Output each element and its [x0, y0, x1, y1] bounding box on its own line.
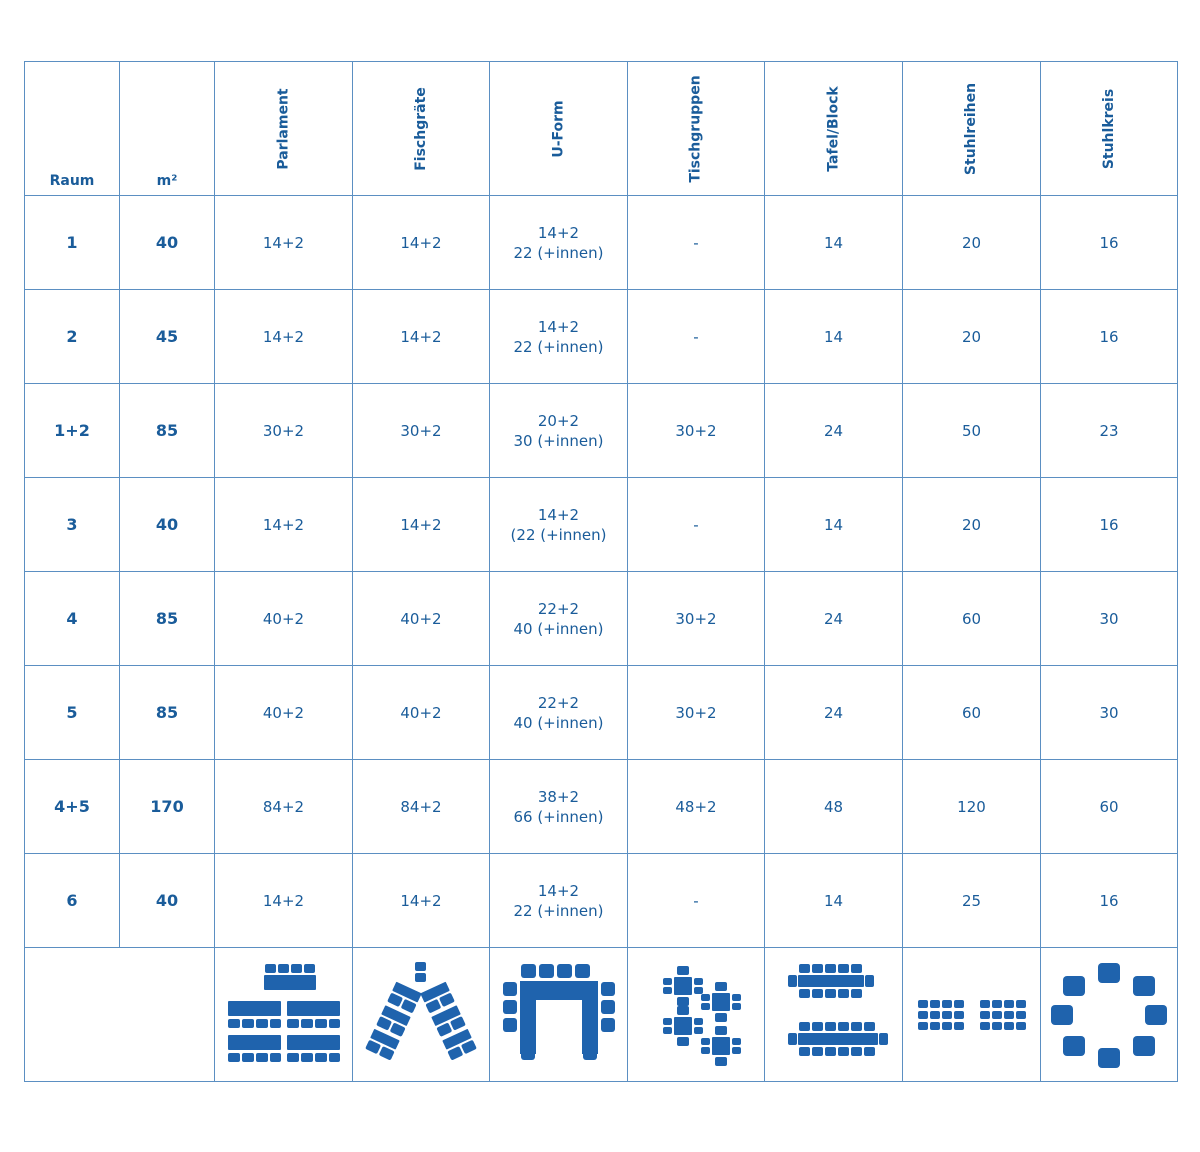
cell-tischgruppen: -: [628, 854, 765, 948]
cell-fischgraete: 40+2: [353, 666, 490, 760]
cell-stuhlreihen: 60: [903, 572, 1041, 666]
u-form-line-2: 40 (+innen): [513, 619, 604, 638]
table-row: [25, 384, 1178, 478]
fischgraete-layout-icon: [361, 960, 481, 1070]
header-tischgruppen: Tischgruppen: [628, 62, 765, 196]
cell-fischgraete: 40+2: [353, 572, 490, 666]
cell-tafel-block: 14: [765, 854, 903, 948]
table-row: [25, 760, 1178, 854]
stuhlreihen-cell: [903, 948, 1041, 1082]
cell-tischgruppen: 30+2: [628, 384, 765, 478]
cell-fischgraete: 84+2: [353, 760, 490, 854]
cell-stuhlkreis: 16: [1041, 290, 1178, 384]
cell-tischgruppen: 30+2: [628, 572, 765, 666]
cell-tafel-block: 24: [765, 384, 903, 478]
u-form-cell: [490, 948, 628, 1082]
cell-tafel-block: 14: [765, 290, 903, 384]
cell-fischgraete: 14+2: [353, 854, 490, 948]
cell-raum: 3: [25, 478, 120, 572]
cell-fischgraete: 14+2: [353, 290, 490, 384]
header-tafel-block: Tafel/Block: [765, 62, 903, 196]
u-form-line-2: (22 (+innen): [510, 525, 607, 544]
tafel-block-cell: [765, 948, 903, 1082]
header-m2: m²: [120, 62, 215, 196]
cell-stuhlreihen: 20: [903, 478, 1041, 572]
empty-icon-cell: [25, 948, 215, 1082]
parlament-cell: [215, 948, 353, 1082]
tischgruppen-layout-icon: [636, 960, 756, 1070]
cell-tafel-block: 24: [765, 666, 903, 760]
cell-fischgraete: 14+2: [353, 478, 490, 572]
cell-parlament: 30+2: [215, 384, 353, 478]
cell-fischgraete: 14+2: [353, 196, 490, 290]
stuhlkreis-cell: [1041, 948, 1178, 1082]
cell-tischgruppen: 30+2: [628, 666, 765, 760]
cell-tafel-block: 14: [765, 196, 903, 290]
cell-stuhlreihen: 120: [903, 760, 1041, 854]
cell-stuhlreihen: 60: [903, 666, 1041, 760]
cell-fischgraete: 30+2: [353, 384, 490, 478]
header-parlament: Parlament: [215, 62, 353, 196]
table-row: [25, 196, 1178, 290]
cell-stuhlreihen: 20: [903, 196, 1041, 290]
stuhlkreis-layout-icon: [1049, 960, 1169, 1070]
cell-parlament: 40+2: [215, 666, 353, 760]
layout-icons-row: [25, 948, 1178, 1082]
cell-parlament: 14+2: [215, 854, 353, 948]
u-form-line-1: 20+2: [537, 411, 580, 430]
fischgraete-cell: [353, 948, 490, 1082]
cell-tafel-block: 24: [765, 572, 903, 666]
cell-stuhlreihen: 50: [903, 384, 1041, 478]
cell-raum: 6: [25, 854, 120, 948]
u-form-line-2: 66 (+innen): [513, 807, 604, 826]
cell-u-form: [490, 196, 628, 290]
cell-u-form: [490, 290, 628, 384]
cell-stuhlreihen: 20: [903, 290, 1041, 384]
cell-tischgruppen: -: [628, 196, 765, 290]
cell-raum: 4: [25, 572, 120, 666]
u-form-line-1: 22+2: [537, 693, 580, 712]
cell-tafel-block: 48: [765, 760, 903, 854]
cell-u-form: [490, 572, 628, 666]
cell-m2: 170: [120, 760, 215, 854]
cell-m2: 45: [120, 290, 215, 384]
cell-stuhlkreis: 30: [1041, 572, 1178, 666]
tischgruppen-cell: [628, 948, 765, 1082]
u-form-line-1: 14+2: [537, 505, 580, 524]
u-form-line-1: 14+2: [537, 881, 580, 900]
cell-m2: 85: [120, 666, 215, 760]
header-row: [25, 62, 1178, 196]
cell-u-form: [490, 760, 628, 854]
cell-tischgruppen: -: [628, 478, 765, 572]
cell-parlament: 14+2: [215, 196, 353, 290]
cell-stuhlkreis: 60: [1041, 760, 1178, 854]
u-form-line-1: 38+2: [537, 787, 580, 806]
cell-raum: 2: [25, 290, 120, 384]
cell-parlament: 84+2: [215, 760, 353, 854]
cell-u-form: [490, 666, 628, 760]
u-form-line-2: 30 (+innen): [513, 431, 604, 450]
cell-stuhlkreis: 16: [1041, 478, 1178, 572]
cell-stuhlkreis: 16: [1041, 854, 1178, 948]
header-raum: Raum: [25, 62, 120, 196]
table-row: [25, 290, 1178, 384]
u-form-line-2: 22 (+innen): [513, 337, 604, 356]
table-row: [25, 478, 1178, 572]
header-fischgraete: Fischgräte: [353, 62, 490, 196]
u-form-line-1: 14+2: [537, 317, 580, 336]
cell-parlament: 14+2: [215, 478, 353, 572]
u-form-line-2: 22 (+innen): [513, 243, 604, 262]
cell-m2: 40: [120, 478, 215, 572]
cell-m2: 40: [120, 196, 215, 290]
cell-raum: 5: [25, 666, 120, 760]
u-form-line-1: 14+2: [537, 223, 580, 242]
u-form-line-1: 22+2: [537, 599, 580, 618]
stuhlreihen-layout-icon: [912, 960, 1032, 1070]
cell-tischgruppen: 48+2: [628, 760, 765, 854]
cell-u-form: [490, 478, 628, 572]
cell-stuhlreihen: 25: [903, 854, 1041, 948]
cell-u-form: [490, 384, 628, 478]
cell-raum: 1: [25, 196, 120, 290]
table-row: [25, 666, 1178, 760]
u-form-layout-icon: [499, 960, 619, 1070]
cell-stuhlkreis: 23: [1041, 384, 1178, 478]
table-row: [25, 572, 1178, 666]
u-form-line-2: 22 (+innen): [513, 901, 604, 920]
cell-u-form: [490, 854, 628, 948]
cell-tafel-block: 14: [765, 478, 903, 572]
u-form-line-2: 40 (+innen): [513, 713, 604, 732]
header-stuhlkreis: Stuhlkreis: [1041, 62, 1178, 196]
cell-m2: 85: [120, 572, 215, 666]
cell-raum: 1+2: [25, 384, 120, 478]
cell-raum: 4+5: [25, 760, 120, 854]
cell-stuhlkreis: 30: [1041, 666, 1178, 760]
header-u-form: U-Form: [490, 62, 628, 196]
tafel-block-layout-icon: [774, 960, 894, 1070]
cell-parlament: 40+2: [215, 572, 353, 666]
cell-tischgruppen: -: [628, 290, 765, 384]
cell-m2: 40: [120, 854, 215, 948]
header-stuhlreihen: Stuhlreihen: [903, 62, 1041, 196]
cell-m2: 85: [120, 384, 215, 478]
cell-parlament: 14+2: [215, 290, 353, 384]
parlament-layout-icon: [224, 960, 344, 1070]
cell-stuhlkreis: 16: [1041, 196, 1178, 290]
table-row: [25, 854, 1178, 948]
room-capacity-table: [24, 61, 1178, 1082]
